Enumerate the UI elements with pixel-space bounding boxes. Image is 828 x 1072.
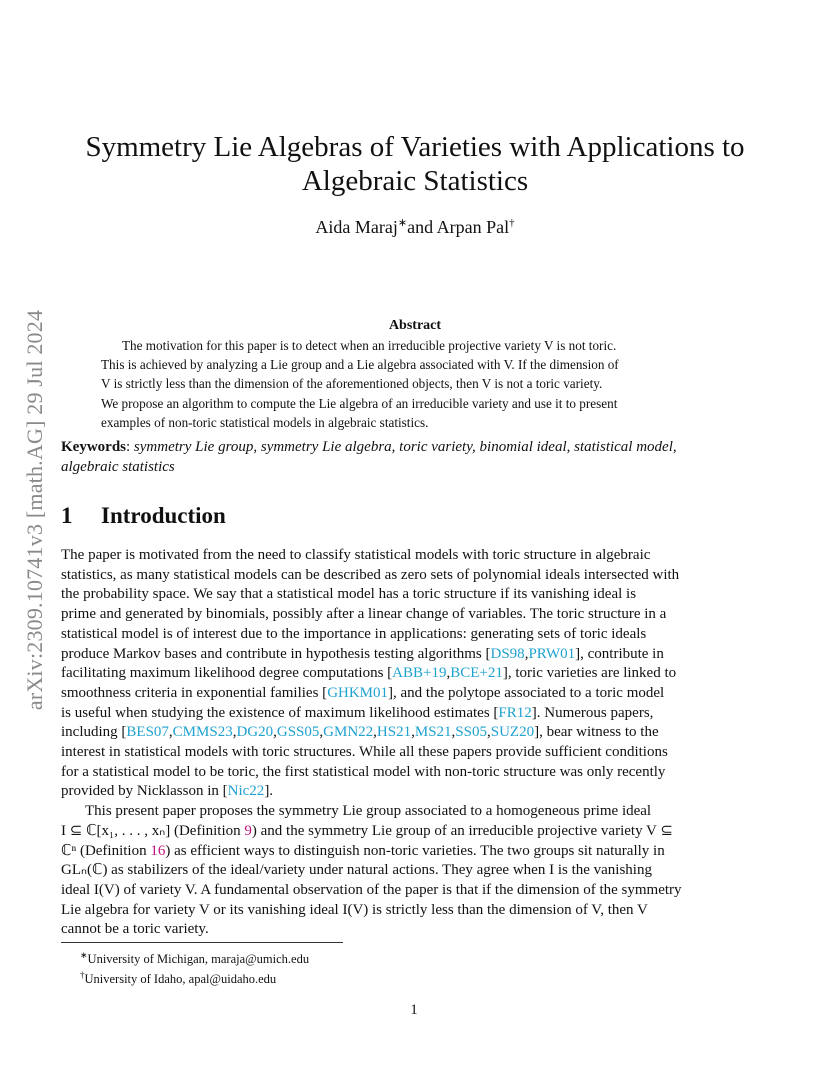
body-text-segment: smoothness criteria in exponential families [	[61, 684, 328, 701]
body-line: facilitating maximum likelihood degree computations [ABB+19,BCE+21], toric varieties are linked to	[61, 665, 677, 682]
citation-link[interactable]: SUZ20	[490, 724, 535, 741]
keywords-list-cont: algebraic statistics	[61, 459, 175, 475]
abstract-line-3: V is strictly less than the dimension of the aforementioned objects, then V is not a toric variety.	[101, 376, 603, 392]
citation-link[interactable]: DG20	[236, 724, 274, 741]
arxiv-sidebar-stamp	[22, 275, 48, 745]
body-text-segment: ) and the symmetry Lie group of an irreducible projective variety V ⊆	[251, 822, 673, 839]
section-number: 1	[61, 503, 73, 528]
citation-link[interactable]: CMMS23	[172, 724, 233, 741]
body-line: Lie algebra for variety V or its vanishing ideal I(V) is strictly less than the dimension of V, then V	[61, 901, 648, 918]
body-text	[61, 546, 769, 940]
author-name-1: Aida Maraj	[315, 217, 398, 237]
citation-link[interactable]: DS98	[490, 645, 525, 662]
body-line	[61, 782, 769, 802]
footnotes	[80, 947, 309, 987]
abstract-line-5: examples of non-toric statistical models in algebraic statistics.	[101, 414, 429, 430]
citation-link[interactable]: SS05	[455, 724, 487, 741]
footnote-marker: †	[80, 970, 85, 981]
body-line: This present paper proposes the symmetry Lie group associated to a homogeneous prime ideal	[85, 803, 652, 820]
body-line	[61, 684, 769, 704]
definition-link[interactable]: 16	[150, 842, 166, 859]
footnote-rule	[61, 942, 343, 943]
body-line: interest in statistical models with toric structures. While all these papers provide sufficient conditions	[61, 744, 668, 761]
abstract-text	[101, 336, 727, 432]
body-line	[61, 704, 769, 724]
body-line: statistics, as many statistical models can be described as zero sets of polynomial ideals intersected with	[61, 566, 680, 583]
abstract-heading: Abstract	[388, 318, 442, 333]
body-line: the probability space. We say that a statistical model has a toric structure if its vanishing ideal is	[61, 586, 637, 603]
section-heading	[61, 503, 226, 529]
footnote-text: University of Idaho, apal@uidaho.edu	[84, 972, 277, 987]
abstract-line-1: The motivation for this paper is to detect when an irreducible projective variety V is not toric.	[122, 338, 617, 353]
section-title: Introduction	[101, 503, 226, 528]
body-text-segment: ) as efficient ways to distinguish non-toric varieties. The two groups sit naturally in	[165, 842, 665, 859]
body-text-segment: is useful when studying the existence of maximum likelihood estimates [	[61, 704, 499, 721]
body-line: ideal I(V) of variety V. A fundamental observation of the paper is that if the dimension of the symmetry	[61, 881, 682, 898]
body-text-segment: facilitating maximum likelihood degree computations [	[61, 665, 393, 682]
body-line: statistical model is of interest due to the importance in applications: generating sets of toric ideals	[61, 625, 647, 642]
body-line	[61, 842, 769, 862]
body-line: for a statistical model to be toric, the first statistical model with non-toric structure was only recently	[61, 763, 666, 780]
body-text-segment: produce Markov bases and contribute in hypothesis testing algorithms [	[61, 645, 491, 662]
footnote-2	[80, 967, 309, 987]
keywords-block: Keywords: symmetry Lie group, symmetry Lie algebra, toric variety, binomial ideal, statistical model, algebraic statistics	[61, 437, 771, 477]
footnote-1	[80, 947, 309, 967]
body-line: including [BES07,CMMS23,DG20,GSS05,GMN22,HS21,MS21,SS05,SUZ20], bear witness to the	[61, 724, 659, 741]
body-line: GLₙ(ℂ) as stabilizers of the ideal/variety under natural actions. They agree when I is the vanishing	[61, 862, 652, 879]
body-text-segment: ], bear witness to the	[534, 724, 659, 741]
body-text-segment: ].	[264, 783, 274, 800]
body-text-segment: ], and the polytope associated to a toric model	[388, 684, 665, 701]
footnote-mark-1[interactable]: ∗	[397, 217, 408, 229]
body-text-segment: ℂⁿ (Definition	[61, 842, 151, 859]
keywords-label: Keywords	[61, 439, 126, 455]
footnote-marker: ∗	[80, 950, 88, 960]
body-text-segment: ], contribute in	[575, 645, 664, 662]
body-line: produce Markov bases and contribute in hypothesis testing algorithms [DS98,PRW01], contribute in	[61, 645, 664, 662]
abstract-line-4: We propose an algorithm to compute the Lie algebra of an irreducible variety and use it to present	[101, 395, 618, 411]
body-line: The paper is motivated from the need to classify statistical models with toric structure in algebraic	[61, 547, 651, 563]
definition-link[interactable]: 9	[244, 822, 252, 839]
body-text-segment: provided by Nicklasson in [	[61, 783, 228, 800]
citation-link[interactable]: MS21	[414, 724, 452, 741]
body-line	[61, 822, 769, 842]
keywords-list: symmetry Lie group, symmetry Lie algebra, toric variety, binomial ideal, statistical model,	[133, 439, 677, 455]
body-text-segment: including [	[61, 724, 127, 741]
citation-link[interactable]: GHKM01	[327, 684, 389, 701]
footnote-mark-2[interactable]: †	[509, 217, 515, 229]
body-text-segment: ], toric varieties are linked to	[502, 665, 677, 682]
title-line-2: Algebraic Statistics	[301, 165, 529, 197]
abstract-line-2: This is achieved by analyzing a Lie group and a Lie algebra associated with V. If the dimension of	[101, 357, 619, 373]
citation-link[interactable]: GSS05	[276, 724, 320, 741]
citation-link[interactable]: ABB+19	[392, 665, 447, 682]
body-line: prime and generated by binomials, possibly after a linear change of variables. The toric structure in a	[61, 606, 667, 623]
citation-link[interactable]: HS21	[376, 724, 412, 741]
citation-link[interactable]: BES07	[126, 724, 169, 741]
citation-link[interactable]: GMN22	[323, 724, 374, 741]
page-number: 1	[410, 1002, 418, 1018]
paper-title	[60, 130, 770, 198]
body-line: cannot be a toric variety.	[61, 921, 209, 938]
title-line-1: Symmetry Lie Algebras of Varieties with Applications to	[85, 131, 745, 163]
citation-link[interactable]: PRW01	[528, 645, 576, 662]
body-text-segment: ]. Numerous papers,	[531, 704, 654, 721]
citation-link[interactable]: Nic22	[227, 783, 265, 800]
citation-link[interactable]: FR12	[498, 704, 532, 721]
body-text-segment: I ⊆ ℂ[x₁, . . . , xₙ] (Definition	[61, 822, 245, 839]
arxiv-identifier: arXiv:2309.10741v3 [math.AG] 29 Jul 2024	[22, 309, 47, 711]
author-separator-and-name-2: and Arpan Pal	[407, 217, 510, 237]
footnote-text: University of Michigan, maraja@umich.edu	[87, 952, 310, 967]
author-list	[60, 216, 770, 238]
citation-link[interactable]: BCE+21	[450, 665, 503, 682]
